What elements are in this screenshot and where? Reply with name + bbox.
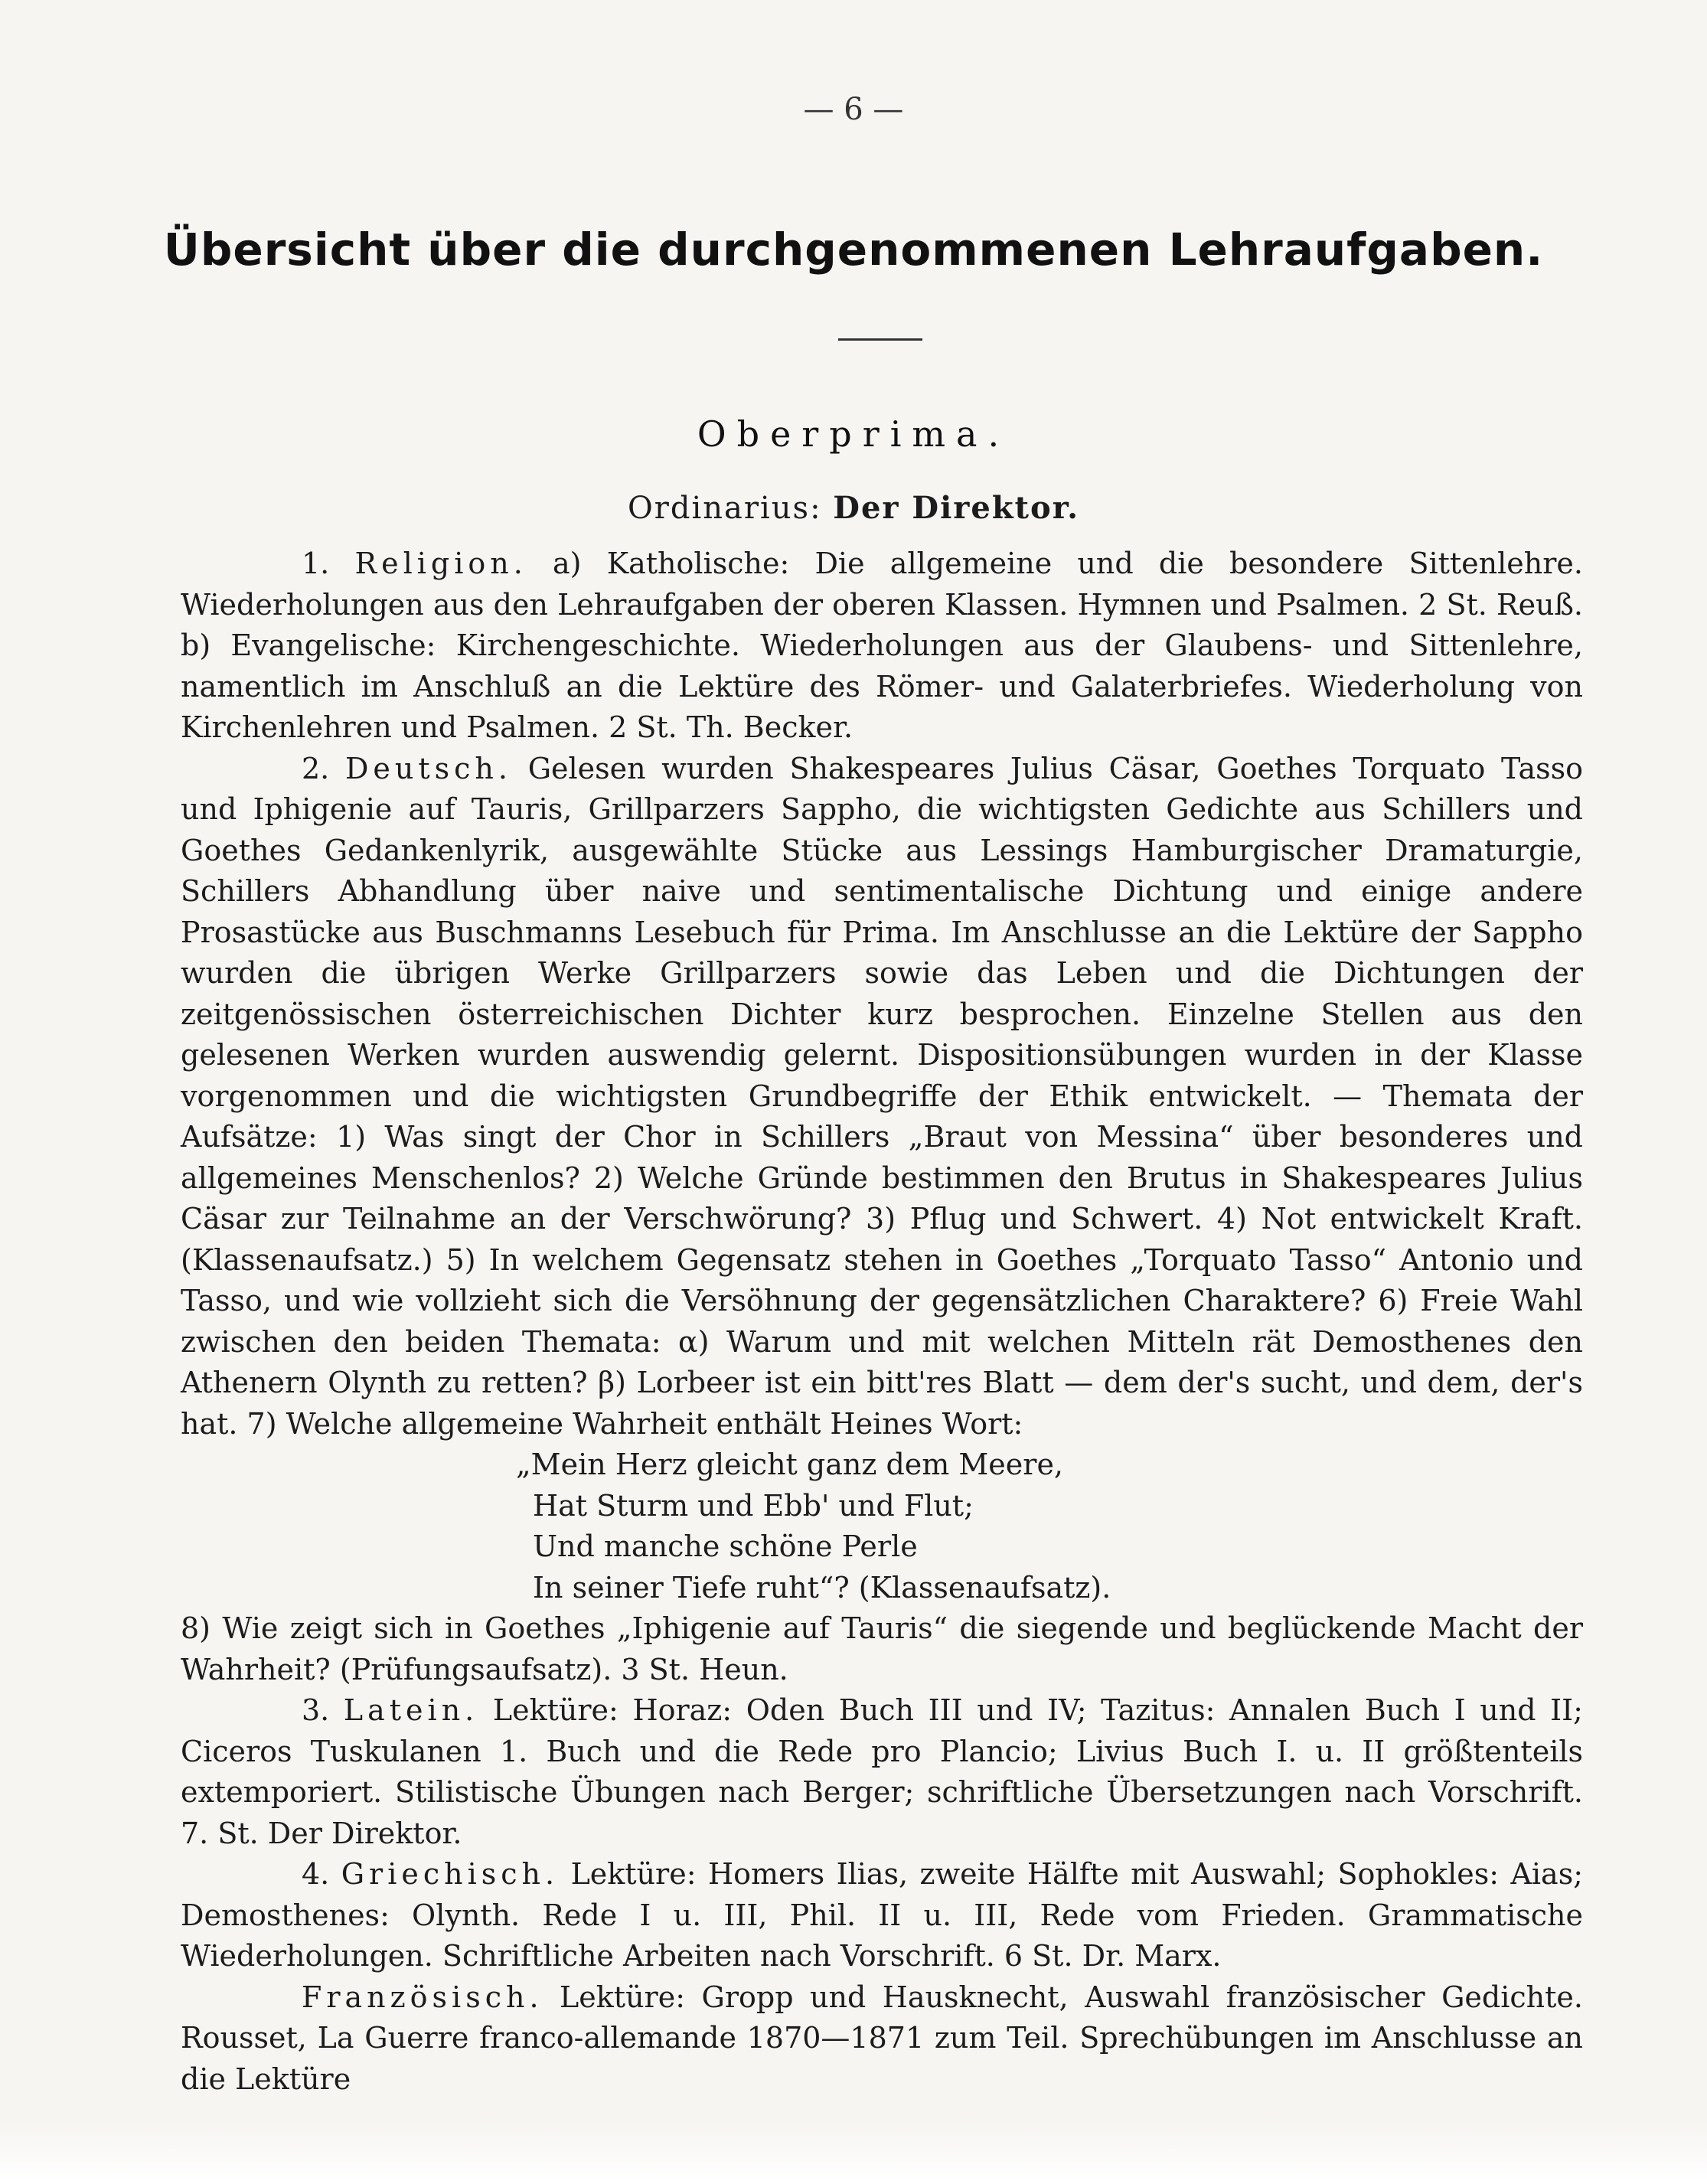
subject-text: a) Katholische: Die allgemeine und die besondere Sittenlehre. Wiederholungen aus den Lehraufgaben der oberen Klassen. Hymnen und Psalmen. 2 St. Reuß. b) Evangelische: Kirchengeschichte. Wiederholungen aus der Glaubens- und Sittenlehre, namentlich im Anschluß an die Lektüre des Römer- und Galaterbriefes. Wiederholung von Kirchenlehren und Psalmen. 2 St. Th. Becker. [181,547,1583,744]
ordinarius-label: Ordinarius: [627,491,822,526]
subject-text: Gelesen wurden Shakespeares Julius Cäsar, Goethes Torquato Tasso und Iphigenie auf Tauris, Grillparzers Sappho, die wichtigsten Gedichte aus Schillers und Goethes Gedankenlyrik, ausgewählte Stücke aus Lessings Hamburgischer Dramaturgie, Schillers Abhandlung über naive und sentimentalische Dichtung und einige andere Prosastücke aus Buschmanns Lesebuch für Prima. Im Anschlusse an die Lektüre der Sappho wurden die übrigen Werke Grillparzers sowie das Leben und die Dichtungen der zeitgenössischen österreichischen Dichter kurz besprochen. Einzelne Stellen aus den gelesenen Werken wurden auswendig gelernt. Dispositionsübungen wurden in der Klasse vorgenommen und die wichtigsten Grundbegriffe der Ethik entwickelt. — Themata der Aufsätze: 1) Was singt der Chor in Schillers „Braut von Messina“ über besonderes und allgemeines Menschenlos? 2) Welche Gründe bestimmen den Brutus in Shakespeares Julius Cäsar zur Teilnahme an der Verschwörung? 3) Pflug und Schwert. 4) Not entwickelt Kraft. (Klassenaufsatz.) 5) In welchem Gegensatz stehen in Goethes „Torquato Tasso“ Antonio und Tasso, und wie vollzieht sich die Versöhnung der gegensätzlichen Charaktere? 6) Freie Wahl zwischen den beiden Themata: α) Warum und mit welchen Mitteln rät Demosthenes den Athenern Olynth zu retten? β) Lorbeer ist ein bitt'res Blatt — dem der's sucht, und dem, der's hat. 7) Welche allgemeine Wahrheit enthält Heines Wort: [181,751,1583,1441]
subject-number: 1. [302,547,330,580]
subject-name: Französisch. [302,1980,543,2014]
subject-name: Religion. [354,547,527,580]
subject-name: Deutsch. [344,751,512,785]
quote-line: Und manche schöne Perle [533,1529,918,1563]
quote-line: „Mein Herz gleicht ganz dem Meere, [516,1448,1064,1481]
subject-deutsch [181,749,1583,1445]
quote-line: In seiner Tiefe ruht“? (Klassenaufsatz). [533,1570,1111,1605]
subject-latein [181,1690,1583,1854]
heine-quote [181,1445,1583,1608]
ordinarius-name: Der Direktor. [833,490,1080,526]
subject-text: Lektüre: Gropp und Hausknecht, Auswahl französischer Gedichte. Rousset, La Guerre franco-allemande 1870—1871 zum Teil. Sprechübungen im Anschlusse an die Lektüre [181,1980,1583,2096]
subject-name: Griechisch. [341,1857,560,1891]
class-title: Oberprima. [697,413,1010,455]
page-number: — 6 — [803,92,904,127]
deutsch-continuation [181,1608,1583,1690]
subject-name: Latein. [343,1693,479,1727]
subject-text: 8) Wie zeigt sich in Goethes „Iphigenie auf Tauris“ die siegende und beglückende Macht der Wahrheit? (Prüfungsaufsatz). 3 St. Heun. [181,1611,1583,1686]
subject-number: 2. [302,751,330,785]
scan-edge [0,2123,1707,2184]
lesson-body [181,544,1583,2100]
subject-number: 4. [302,1857,330,1891]
subject-number: 3. [302,1693,330,1727]
ordinarius-line [0,490,1707,526]
subject-text: Lektüre: Homers Ilias, zweite Hälfte mit Auswahl; Sophokles: Aias; Demosthenes: Olynth. Rede I u. III, Phil. II u. III, Rede vom Frieden. Grammatische Wiederholungen. Schriftliche Arbeiten nach Vorschrift. 6 St. Dr. Marx. [181,1857,1583,1973]
heading-divider [838,338,922,341]
subject-franzoesisch [181,1977,1583,2101]
subject-religion [181,544,1583,749]
subject-text: Lektüre: Horaz: Oden Buch III und IV; Tazitus: Annalen Buch I und II; Ciceros Tuskulanen 1. Buch und die Rede pro Plancio; Livius Buch I. u. II größtenteils extemporiert. Stilistische Übungen nach Berger; schriftliche Übersetzungen nach Vorschrift. 7. St. Der Direktor. [181,1693,1583,1850]
page-heading: Übersicht über die durchgenommenen Lehraufgaben. [163,224,1544,276]
subject-griechisch [181,1854,1583,1977]
quote-line: Hat Sturm und Ebb' und Flut; [533,1488,974,1523]
